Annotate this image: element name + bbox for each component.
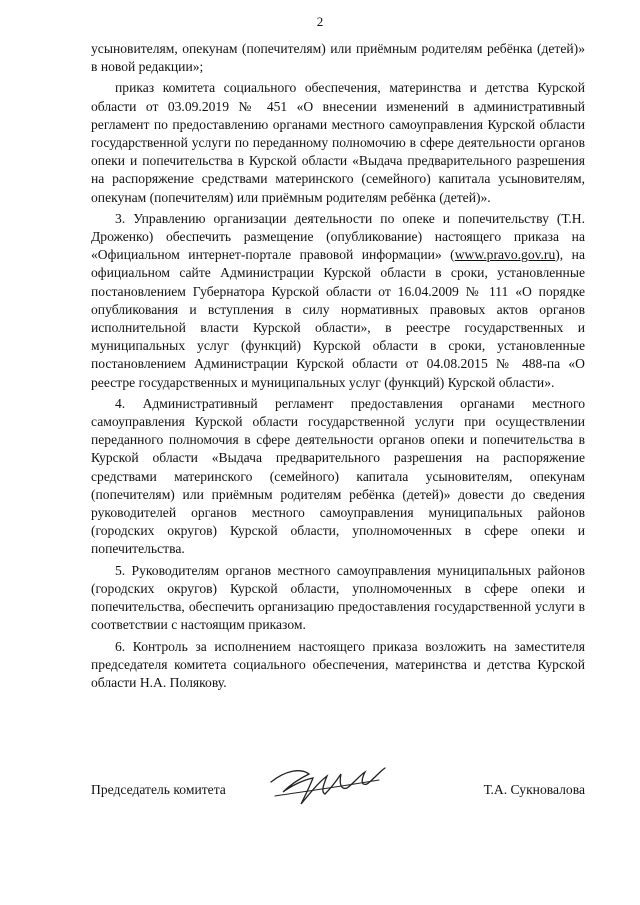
document-body <box>91 40 585 695</box>
item-3-text-end: ), на официальном сайте Администрации Курской области в сроки, установленные постановлением Губернатора Курской области от 16.04.2009 № 111 «О порядке опубликования и вступления в силу нормативных правовых актов органов исполнительной власти Курской области», в реестре государственных и муниципальных услуг (функций) Курской области в сроки, установленные постановлением Администрации Курской области от 04.08.2015 № 488-па «О реестре государственных и муниципальных услуг (функций) Курской области». <box>91 247 585 390</box>
item-3-text-start: 3. Управлению организации деятельности по опеке и попечительству (Т.Н. Дроженко) обеспечить размещение (опубликование) настоящего приказа на «Официальном интернет-портале правовой информации» ( <box>91 210 585 263</box>
continuation-paragraph: усыновителям, опекунам (попечителям) или приёмным родителям ребёнка (детей)» в новой редакции»; <box>91 41 585 75</box>
item-5-paragraph: 5. Руководителям органов местного самоуправления муниципальных районов (городских округов) Курской области, уполномоченных в сфере опеки и попечительства, обеспечить организацию предоставления государственной услуги в соответствии с настоящим приказом. <box>91 562 585 633</box>
order-item-paragraph: приказ комитета социального обеспечения, материнства и детства Курской области от 03.09.2019 № 451 «О внесении изменений в административный регламент по предоставлению органами местного самоуправления Курской области государственной услуги по переданному полномочию в сфере деятельности органов опеки и попечительства в Курской области «Выдача предварительного разрешения на распоряжение средствами материнского (семейного) капитала усыновителям, опекунам (попечителям) или приёмным родителям ребёнка (детей)». <box>91 80 585 205</box>
signatory-name: Т.А. Сукновалова <box>483 782 585 797</box>
item-4-paragraph: 4. Административный регламент предоставления органами местного самоуправления Курской области государственной услуги при осуществлении переданного полномочия в сфере деятельности органов опеки и попечительства в Курской области «Выдача предварительного разрешения на распоряжение средствами материнского (семейного) капитала усыновителям, опекунам (попечителям) или приёмным родителям ребёнка (детей)» довести до сведения руководителей органов местного самоуправления муниципальных районов (городских округов) Курской области, уполномоченных в сфере опеки и попечительства. <box>91 395 585 557</box>
item-6-paragraph: 6. Контроль за исполнением настоящего приказа возложить на заместителя председателя комитета социального обеспечения, материнства и детства Курской области Н.А. Полякову. <box>91 638 585 690</box>
page-number: 2 <box>316 14 324 29</box>
item-3-paragraph <box>91 210 585 392</box>
pravo-gov-link[interactable]: www.pravo.gov.ru <box>454 247 556 263</box>
handwritten-signature <box>261 762 391 812</box>
signatory-title: Председатель комитета <box>91 782 226 797</box>
signature-block <box>91 760 585 820</box>
